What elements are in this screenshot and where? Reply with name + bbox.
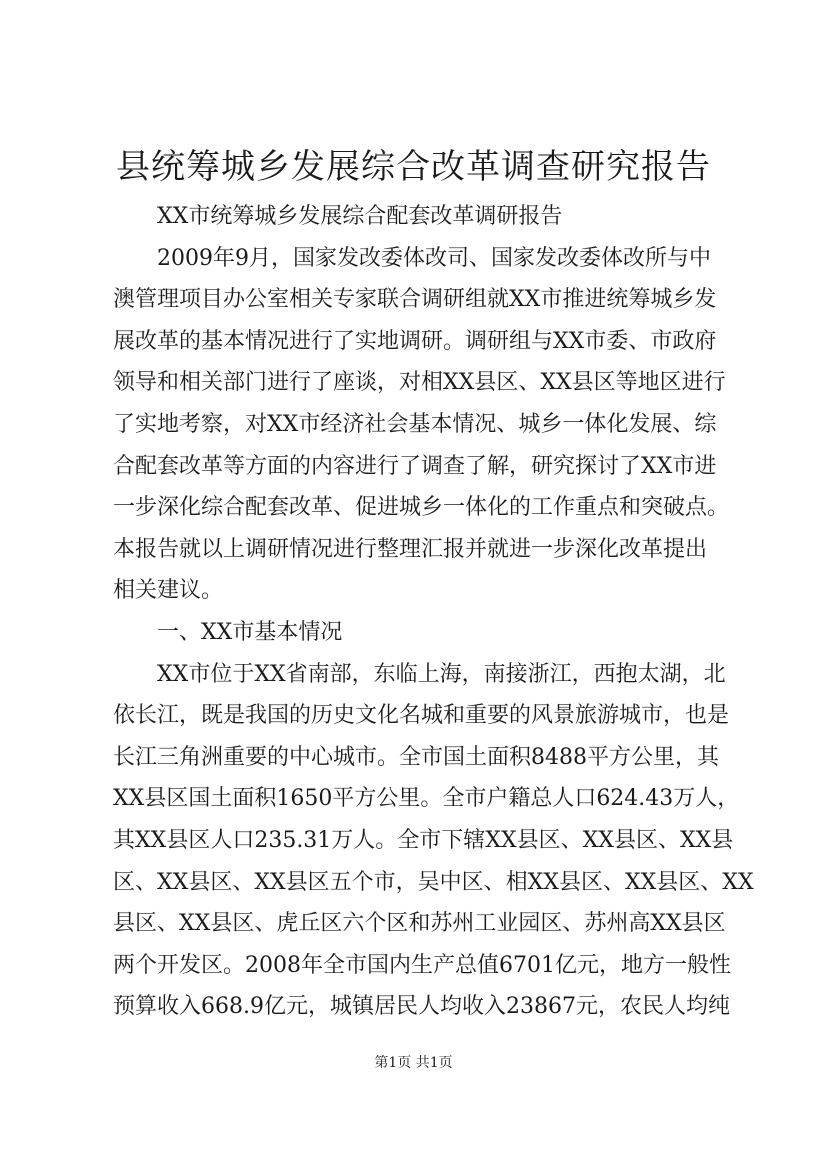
text-line: 2009年9月，国家发改委体改司、国家发改委体改所与中 — [113, 245, 711, 271]
text-line: 县区、XX县区、虎丘区六个区和苏州工业园区、苏州高XX县区 — [113, 911, 726, 937]
text-line: XX市位于XX省南部，东临上海，南接浙江，西抱太湖，北 — [113, 661, 726, 687]
text-line: 一步深化综合配套改革、促进城乡一体化的工作重点和突破点。 — [113, 495, 730, 521]
text-line: 长江三角洲重要的中心城市。全市国土面积8488平方公里，其 — [113, 744, 719, 770]
text-line: XX市统筹城乡发展综合配套改革调研报告 — [113, 204, 563, 229]
text-line: 了实地考察，对XX市经济社会基本情况、城乡一体化发展、综 — [113, 411, 717, 437]
document-title: 县统筹城乡发展综合改革调查研究报告 — [116, 147, 711, 187]
page-footer: 第1页 共1页 — [374, 1055, 453, 1071]
text-line: 相关建议。 — [113, 578, 224, 604]
text-line: 合配套改革等方面的内容进行了调查了解，研究探讨了XX市进 — [113, 453, 717, 479]
text-line: 预算收入668.9亿元，城镇居民人均收入23867元，农民人均纯 — [113, 994, 730, 1020]
text-line: 澳管理项目办公室相关专家联合调研组就XX市推进统筹城乡发 — [113, 287, 717, 313]
text-line: 两个开发区。2008年全市国内生产总值6701亿元，地方一般性 — [113, 952, 731, 978]
text-line: XX县区国土面积1650平方公里。全市户籍总人口624.43万人， — [113, 786, 740, 812]
text-line: 区、XX县区、XX县区五个市，吴中区、相XX县区、XX县区、XX — [113, 869, 754, 895]
section-heading: 一、XX市基本情况 — [113, 619, 343, 645]
text-line: 领导和相关部门进行了座谈，对相XX县区、XX县区等地区进行 — [113, 370, 726, 396]
text-line: 展改革的基本情况进行了实地调研。调研组与XX市委、市政府 — [113, 328, 717, 354]
document-body — [113, 196, 753, 1028]
text-line: 其XX县区人口235.31万人。全市下辖XX县区、XX县区、XX县 — [113, 827, 734, 853]
text-line: 依长江，既是我国的历史文化名城和重要的风景旅游城市，也是 — [113, 703, 730, 729]
text-line: 本报告就以上调研情况进行整理汇报并就进一步深化改革提出 — [113, 536, 708, 562]
